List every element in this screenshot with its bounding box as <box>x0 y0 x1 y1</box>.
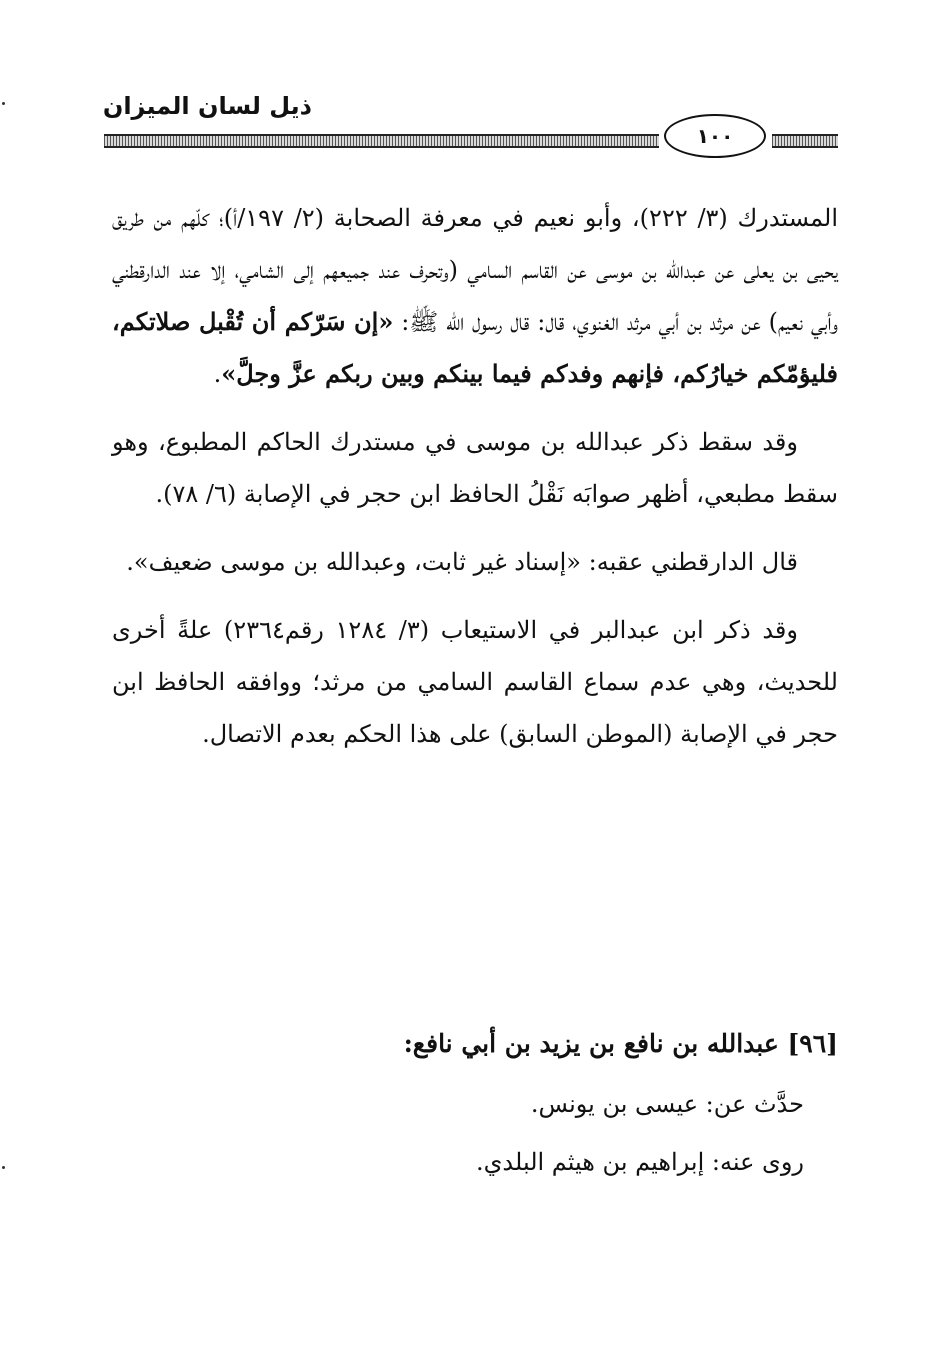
page-header <box>100 92 840 160</box>
hadith-quote: «إن سَرّكم أن تُقْبل صلاتكم، فليؤمّكم خيارُكم، فإنهم وفدكم فيما بينكم وبين ربكم عزَّ وجلَّ» <box>112 307 838 388</box>
paragraph-4: وقد ذكر ابن عبدالبر في الاستيعاب (٣/ ١٢٨٤ رقم٢٣٦٤) علةً أخرى للحديث، وهي عدم سماع القاسم السامي من مرثد؛ ووافقه الحافظ ابن حجر في الإصابة (الموطن السابق) على هذا الحكم بعدم الاتصال. <box>112 616 838 748</box>
entry-title: [٩٦] عبدالله بن نافع بن يزيد بن أبي نافع: <box>403 1029 838 1058</box>
biography-entry <box>112 1018 838 1194</box>
main-text <box>112 192 838 776</box>
header-rule-right <box>772 134 838 148</box>
paragraph-2: وقد سقط ذكر عبدالله بن موسى في مستدرك الحاكم المطبوع، وهو سقط مطبعي، أظهر صوابَه نَقْلُ الحافظ ابن حجر في الإصابة (٦/ ٧٨). <box>112 428 838 508</box>
scan-edge-mark <box>2 102 5 105</box>
paragraph-1-end: . <box>213 360 222 388</box>
page-number: ١٠٠ <box>664 114 766 158</box>
scan-edge-mark <box>2 1166 5 1169</box>
paragraph-1-text: المستدرك (٣/ ٢٢٢)، وأبو نعيم في معرفة الصحابة (٢/ ١٩٧/أ)؛ كلّهم من طريق يحيى بن يعلى عن عبدالله بن موسى عن القاسم السامي (وتحرف عند جميعهم إلى الشامي، إلا عند الدارقطني وأبي نعيم) عن مرثد بن أبي مرثد الغنوي، قال: قال رسول الله ﷺ: <box>112 204 838 336</box>
entry-narrated-by: روى عنه: إبراهيم بن هيثم البلدي. <box>476 1148 804 1176</box>
header-rule-left <box>104 134 659 148</box>
paragraph-1 <box>112 192 838 400</box>
paragraph-3: قال الدارقطني عقبه: «إسناد غير ثابت، وعبدالله بن موسى ضعيف». <box>126 548 798 576</box>
running-title: ذيل لسان الميزان <box>102 92 312 120</box>
entry-narrated-from: حدَّث عن: عيسى بن يونس. <box>530 1090 804 1118</box>
